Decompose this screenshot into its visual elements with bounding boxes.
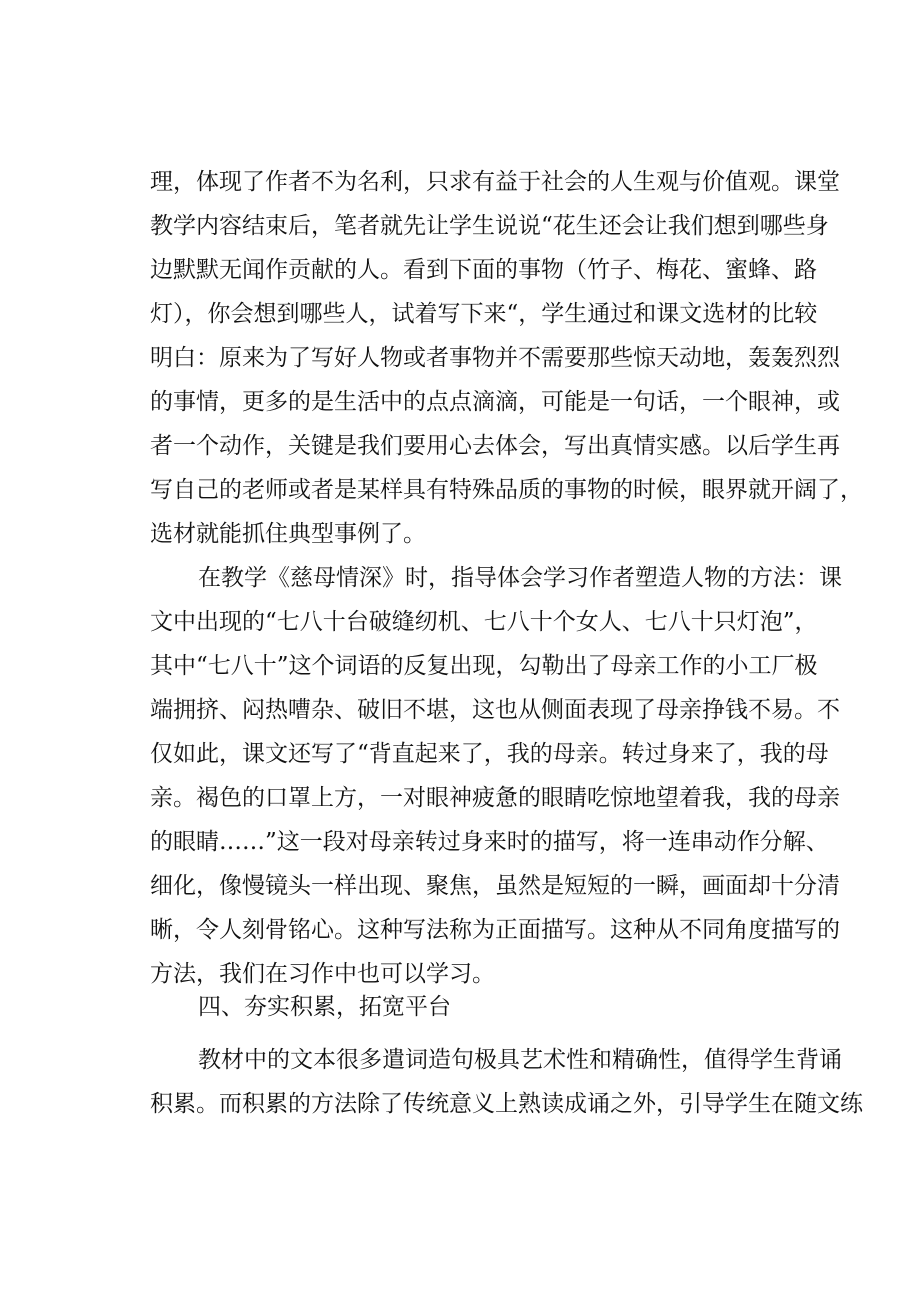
paragraph-line: 端拥挤、闷热嘈杂、破旧不堪，这也从侧面表现了母亲挣钱不易。不 [150, 697, 840, 723]
paragraph-line: 积累。而积累的方法除了传统意义上熟读成诵之外，引导学生在随文练 [150, 1091, 863, 1117]
paragraph-line: 亲。褐色的口罩上方，一对眼神疲惫的眼睛吃惊地望着我，我的母亲 [150, 785, 840, 811]
paragraph-line: 其中“七八十”这个词语的反复出现，勾勒出了母亲工作的小工厂极 [150, 653, 818, 679]
paragraph-line: 边默默无闻作贡献的人。看到下面的事物（竹子、梅花、蜜蜂、路 [150, 257, 817, 283]
paragraph-line: 的眼睛……”这一段对母亲转过身来时的描写，将一连串动作分解、 [150, 829, 829, 855]
paragraph-line: 在教学《慈母情深》时，指导体会学习作者塑造人物的方法：课 [198, 565, 842, 591]
paragraph-line: 明白：原来为了写好人物或者事物并不需要那些惊天动地，轰轰烈烈 [150, 345, 840, 371]
paragraph-line: 写自己的老师或者是某样具有特殊品质的事物的时候，眼界就开阔了， [150, 477, 863, 503]
section-heading: 四、夯实积累，拓宽平台 [198, 994, 451, 1020]
paragraph-line: 方法，我们在习作中也可以学习。 [150, 961, 495, 987]
paragraph-line: 细化，像慢镜头一样出现、聚焦，虽然是短短的一瞬，画面却十分清 [150, 873, 840, 899]
paragraph-line: 教学内容结束后，笔者就先让学生说说“花生还会让我们想到哪些身 [150, 213, 829, 239]
paragraph-line: 仅如此，课文还写了“背直起来了，我的母亲。转过身来了，我的母 [150, 741, 829, 767]
paragraph-line: 选材就能抓住典型事例了。 [150, 521, 426, 547]
paragraph-line: 的事情，更多的是生活中的点点滴滴，可能是一句话，一个眼神，或 [150, 389, 840, 415]
paragraph-line: 理，体现了作者不为名利，只求有益于社会的人生观与价值观。课堂 [150, 169, 840, 195]
paragraph-line: 文中出现的“七八十台破缝纫机、七八十个女人、七八十只灯泡”， [150, 609, 818, 635]
paragraph-line: 教材中的文本很多遣词造句极具艺术性和精确性，值得学生背诵 [198, 1047, 842, 1073]
paragraph-line: 者一个动作，关键是我们要用心去体会，写出真情实感。以后学生再 [150, 433, 840, 459]
paragraph-line: 晰，令人刻骨铭心。这种写法称为正面描写。这种从不同角度描写的 [150, 917, 840, 943]
paragraph-line: 灯），你会想到哪些人，试着写下来“，学生通过和课文选材的比较 [150, 301, 818, 327]
